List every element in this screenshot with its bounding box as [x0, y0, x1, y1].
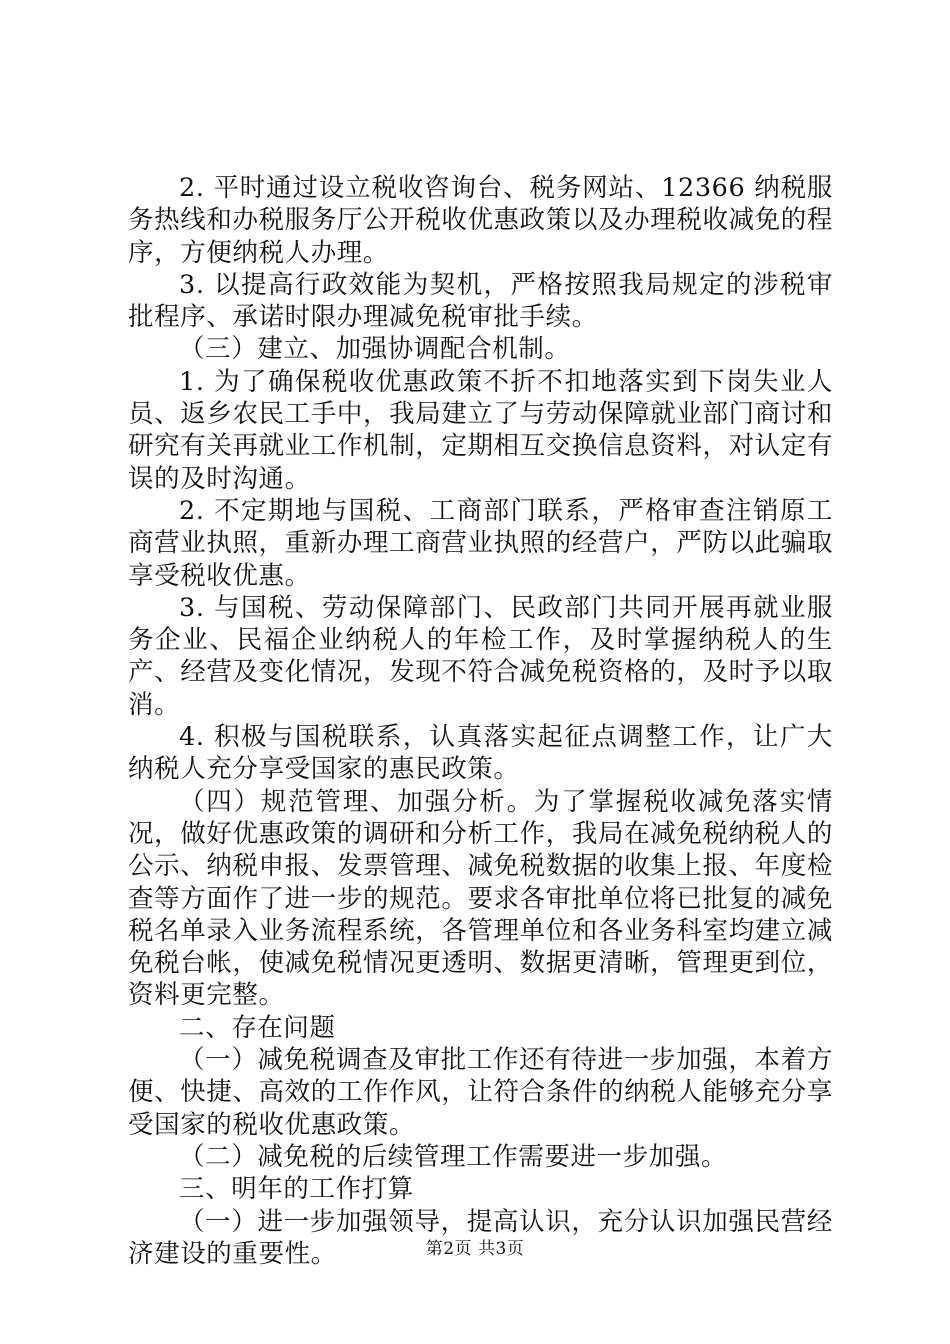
problem-item-1: （一）减免税调查及审批工作还有待进一步加强，本着方便、快捷、高效的工作作风，让符合条件的纳税人能够充分享受国家的税收优惠政策。: [128, 1045, 833, 1140]
plan-item-1: （一）进一步加强领导，提高认识，充分认识加强民营经济建设的重要性。: [128, 1206, 833, 1269]
chapter-heading-2: 二、存在问题: [179, 1012, 336, 1043]
section-heading-3: （三）建立、加强协调配合机制。: [179, 334, 571, 365]
paragraph-item-1: 1. 为了确保税收优惠政策不折不扣地落实到下岗失业人员、返乡农民工手中，我局建立了与劳动保障就业部门商讨和研究有关再就业工作机制，定期相互交换信息资料，对认定有误的及时沟通。: [128, 366, 833, 494]
problem-item-2: （二）减免税的后续管理工作需要进一步加强。: [179, 1141, 728, 1172]
document-body: [128, 172, 833, 1270]
section-heading-4: （四）规范管理、加强分析。为了掌握税收减免落实情况，做好优惠政策的调研和分析工作，我局在减免税纳税人的公示、纳税申报、发票管理、减免税数据的收集上报、年度检查等方面作了进一步的规范。要求各审批单位将已批复的减免税名单录入业务流程系统，各管理单位和各业务科室均建立减免税台帐，使减免税情况更透明、数据更清晰，管理更到位，资料更完整。: [128, 786, 833, 1011]
paragraph-item-3b: 3. 与国税、劳动保障部门、民政部门共同开展再就业服务企业、民福企业纳税人的年检工作，及时掌握纳税人的生产、经营及变化情况，发现不符合减免税资格的，及时予以取消。: [128, 592, 833, 720]
paragraph-item-2: 2. 平时通过设立税收咨询台、税务网站、12366 纳税服务热线和办税服务厅公开税收优惠政策以及办理税收减免的程序，方便纳税人办理。: [128, 173, 833, 268]
paragraph-item-2b: 2. 不定期地与国税、工商部门联系，严格审查注销原工商营业执照，重新办理工商营业执照的经营户，严防以此骗取享受税收优惠。: [128, 495, 833, 591]
paragraph-item-3: 3. 以提高行政效能为契机，严格按照我局规定的涉税审批程序、承诺时限办理减免税审批手续。: [128, 269, 833, 333]
paragraph-item-4: 4. 积极与国税联系，认真落实起征点调整工作，让广大纳税人充分享受国家的惠民政策。: [128, 722, 833, 785]
chapter-heading-3: 三、明年的工作打算: [179, 1174, 414, 1205]
page-number-footer: 第2页 共3页: [425, 1239, 525, 1259]
